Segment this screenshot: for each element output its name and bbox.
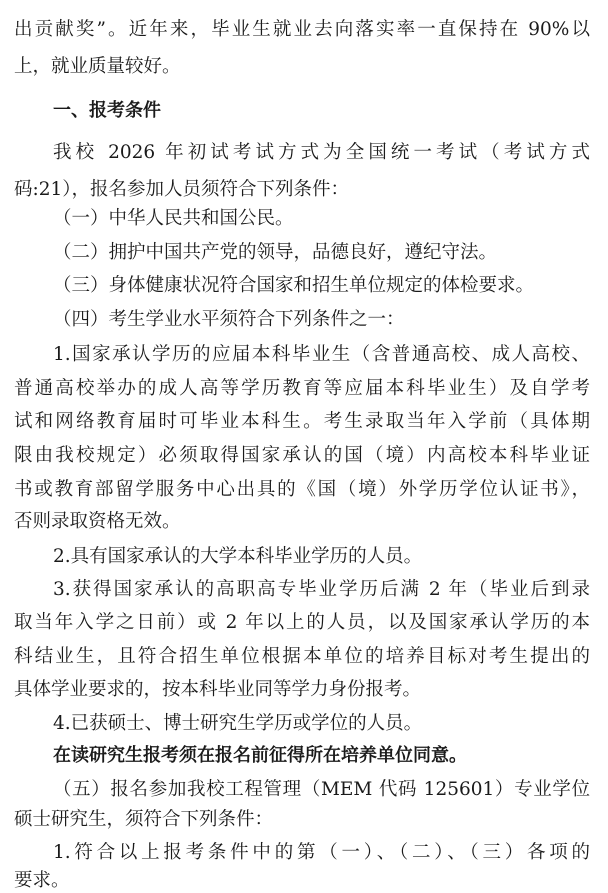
body-text-line: 出贡献奖”。近年来，毕业生就业去向落实率一直保持在 90%以 bbox=[14, 19, 590, 40]
body-text-line: 2.具有国家承认的大学本科毕业学历的人员。 bbox=[53, 546, 423, 567]
section-heading: 一、报考条件 bbox=[53, 100, 161, 121]
list-item: （一）中华人民共和国公民。 bbox=[53, 208, 294, 229]
body-text-line: 硕士研究生，须符合下列条件： bbox=[14, 809, 274, 830]
body-text-line: 上，就业质量较好。 bbox=[14, 56, 181, 77]
body-text-line: 普通高校举办的成人高等学历教育等应届本科毕业生）及自学考 bbox=[14, 378, 590, 399]
body-text-line: 要求。 bbox=[14, 870, 70, 891]
body-text-line: 具体学业要求的，按本科毕业同等学力身份报考。 bbox=[14, 679, 422, 700]
list-item: （五）报名参加我校工程管理（MEM 代码 125601）专业学位 bbox=[53, 779, 590, 800]
list-item: （二）拥护中国共产党的领导，品德良好，遵纪守法。 bbox=[53, 242, 498, 263]
body-text-line: 我校 2026 年初试考试方式为全国统一考试（考试方式 bbox=[53, 142, 590, 163]
body-text-line: 科结业生，且符合招生单位根据本单位的培养目标对考生提出的 bbox=[14, 646, 590, 667]
body-text-line: 1.国家承认学历的应届本科毕业生（含普通高校、成人高校、 bbox=[53, 344, 590, 365]
body-text-line: 取当年入学之日前）或 2 年以上的人员，以及国家承认学历的本 bbox=[14, 612, 590, 633]
list-item: （三）身体健康状况符合国家和招生单位规定的体检要求。 bbox=[53, 275, 535, 296]
body-text-line: 码:21），报名参加人员须符合下列条件： bbox=[14, 179, 350, 200]
body-text-line: 试和网络教育届时可毕业本科生。考生录取当年入学前（具体期 bbox=[14, 411, 590, 432]
body-text-line: 限由我校规定）必须取得国家承认的国（境）内高校本科毕业证 bbox=[14, 445, 590, 466]
emphasis-note: 在读研究生报考须在报名前征得所在培养单位同意。 bbox=[53, 745, 467, 766]
body-text-line: 否则录取资格无效。 bbox=[14, 511, 181, 532]
body-text-line: 1.符合以上报考条件中的第（一）、（二）、（三）各项的 bbox=[53, 842, 590, 863]
body-text-line: 3.获得国家承认的高职高专毕业学历后满 2 年（毕业后到录 bbox=[53, 579, 590, 600]
body-text-line: 4.已获硕士、博士研究生学历或学位的人员。 bbox=[53, 713, 423, 734]
list-item: （四）考生学业水平须符合下列条件之一： bbox=[53, 309, 405, 330]
body-text-line: 书或教育部留学服务中心出具的《国（境）外学历学位认证书》， bbox=[14, 479, 590, 500]
